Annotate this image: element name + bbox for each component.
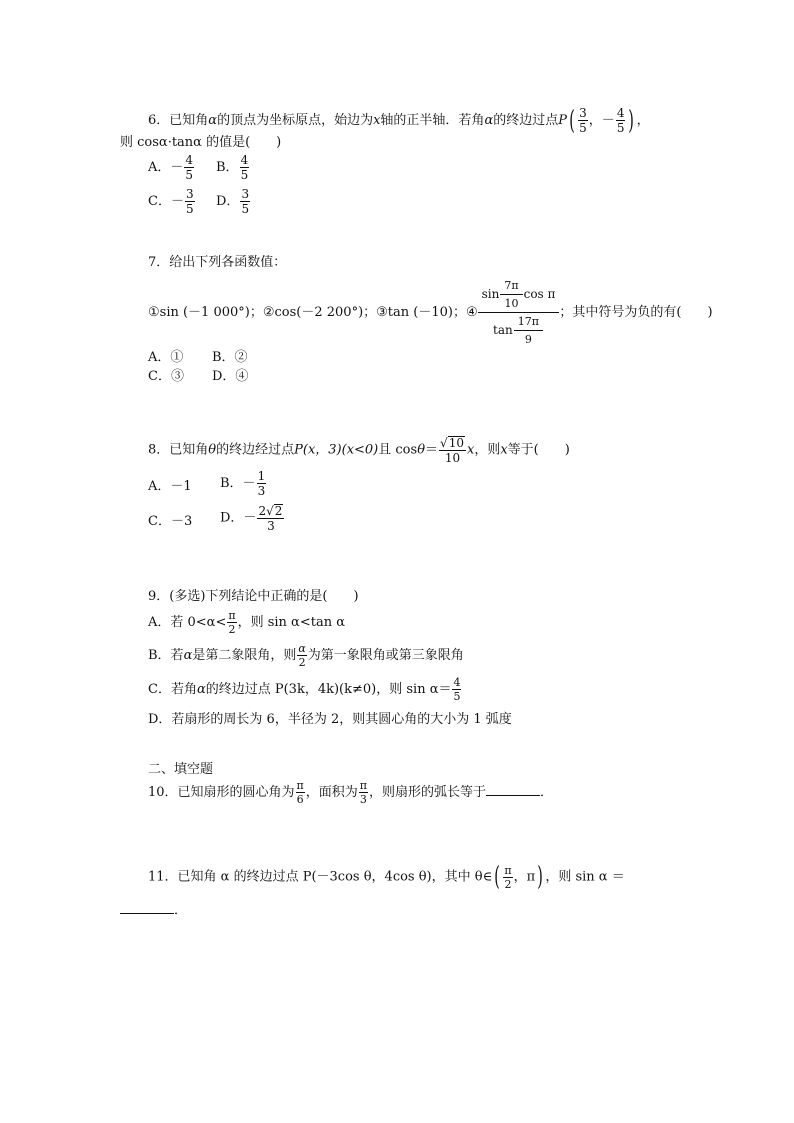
- q6-option-d-den: 5: [241, 202, 250, 216]
- q6-option-b-den: 5: [240, 168, 249, 182]
- q6-point-x: [578, 107, 588, 134]
- q10-stem: [148, 780, 553, 805]
- q8-theta: θ: [208, 442, 217, 458]
- q10-mid: ，面积为: [305, 785, 358, 800]
- q9-a-frac: [227, 610, 236, 635]
- q9-a-post: ，则 sin α<tan α: [237, 615, 345, 630]
- q8-frac-den: 10: [444, 451, 461, 465]
- q9-b-frac: [297, 643, 306, 668]
- q10-den-2: 3: [359, 793, 367, 806]
- q11-post: ，则 sin α ＝: [545, 869, 625, 885]
- q8-option-b-den: 3: [257, 484, 266, 498]
- q6-option-b-num: 4: [240, 153, 249, 167]
- q6-stem: [148, 107, 650, 134]
- section-title: 二、填空题: [148, 762, 214, 777]
- q9-option-d: D．若扇形的周长为 6，半径为 2，则其圆心角的大小为 1 弧度: [148, 712, 512, 727]
- q8-stem: [148, 436, 570, 464]
- q7-items-text: ①sin (－1 000°)；②cos(－2 200°)；③tan (－10)；④: [148, 305, 478, 320]
- q9-c-mid: 的终边过点 P(3k，4k)(k≠0)，则 sin α＝: [205, 682, 452, 697]
- q9-option-b: [148, 643, 464, 668]
- q8-option-d-den: 3: [267, 519, 275, 533]
- q8-option-c: C．－3: [148, 514, 193, 529]
- q7-den-frac-den: 9: [524, 333, 532, 346]
- q7-tail: ；其中符号为负的有( ): [559, 305, 713, 320]
- q6-point-y-sign: －: [601, 113, 615, 128]
- q9-c-pre: C．若角: [148, 682, 197, 697]
- q9-c-frac: [452, 677, 461, 702]
- q8-option-d: [220, 504, 285, 532]
- q6-option-d: [216, 188, 251, 215]
- q7-title: 7．给出下列各函数值：: [148, 255, 287, 270]
- q6-point-label: P: [558, 113, 567, 128]
- q6-option-c: [148, 188, 196, 215]
- q6-x: x: [373, 113, 381, 128]
- q6-option-a-frac: [184, 154, 194, 181]
- q8-option-d-num-pre: 2: [258, 504, 267, 518]
- q7-items: [148, 280, 713, 345]
- q9-b-den: 2: [298, 656, 306, 669]
- q7-option-d: D．④: [212, 369, 249, 384]
- q7-num-cos: cos π: [523, 287, 556, 301]
- q6-tail: ，: [636, 113, 650, 128]
- q10-frac-1: [296, 780, 305, 805]
- q9-c-num: 4: [453, 676, 461, 689]
- q8-option-b-label: B．－: [220, 476, 256, 491]
- q8-stem-e: 等于( ): [507, 442, 570, 458]
- q8-option-a: A．－1: [148, 479, 192, 494]
- q8-option-d-label: D．－: [220, 510, 257, 526]
- q9-b-mid: 是第二象限角，则: [192, 648, 297, 663]
- q11-pre: 11．已知角 α 的终边过点 P(－3cos θ，4cos θ)，其中 θ∈: [148, 869, 493, 885]
- q11-right-paren: ): [537, 862, 544, 892]
- q7-den-frac: [514, 316, 543, 345]
- q8-option-b: [220, 470, 267, 497]
- q8-option-d-num-radicand: 2: [274, 504, 283, 518]
- q9-option-a: [148, 610, 345, 635]
- q8-option-d-frac: [257, 504, 284, 532]
- q6-option-c-num: 3: [185, 187, 194, 201]
- q6-point-x-den: 5: [579, 121, 587, 135]
- q6-option-d-frac: [240, 188, 250, 215]
- q6-stem-d: 的终边过点: [493, 113, 559, 128]
- q7-den-tan: tan: [493, 323, 513, 337]
- q10-pre: 10．已知扇形的圆心角为: [148, 785, 295, 800]
- q7-den-frac-num: 17π: [514, 316, 543, 331]
- q10-num-2: π: [359, 779, 368, 792]
- q8-point: P(x，3)(x<0): [294, 442, 379, 458]
- q10-post: ，则扇形的弧长等于: [369, 785, 487, 800]
- q11-left-paren: (: [494, 862, 501, 892]
- q8-stem-d: ，则: [474, 442, 501, 458]
- q7-num-frac-num: 7π: [500, 280, 522, 295]
- q6-stem-c: 轴的正半轴．若角: [380, 113, 485, 128]
- q10-end: ．: [540, 785, 554, 800]
- q6-option-c-frac: [185, 188, 195, 215]
- q8-option-d-num: 2√2: [258, 504, 283, 518]
- q8-frac: [439, 436, 466, 464]
- q6-point-y-den: 5: [616, 121, 625, 135]
- q6-option-a-label: A．－: [148, 160, 184, 175]
- q6-option-c-label: C．－: [148, 194, 184, 209]
- q6-line2: 则 cosα·tanα 的值是( ): [120, 135, 282, 150]
- q11-stem: [148, 864, 625, 890]
- q6-option-c-den: 5: [185, 202, 194, 216]
- q8-theta-2: θ: [417, 442, 426, 458]
- q9-b-pre: B．若: [148, 648, 184, 663]
- q9-c-den: 5: [453, 690, 461, 703]
- q10-frac-2: [359, 780, 368, 805]
- q8-stem-b: 的终边经过点: [216, 442, 295, 458]
- q11-line2: [120, 902, 187, 917]
- q7-item4-frac: [478, 280, 560, 345]
- q6-option-a: [148, 154, 195, 181]
- q6-option-b-label: B．: [216, 160, 239, 175]
- q8-eq: ＝: [425, 442, 439, 458]
- q7-num-sin: sin: [481, 287, 500, 301]
- q11-frac-den: 2: [504, 877, 512, 891]
- q8-x-2: x: [500, 442, 508, 458]
- q8-x: x: [466, 442, 475, 458]
- q7-option-c: C．③: [148, 369, 184, 384]
- q9-a-num: π: [228, 609, 236, 622]
- q10-answer-blank[interactable]: [486, 784, 540, 796]
- q8-option-b-num: 1: [257, 469, 266, 483]
- q7-item4-denominator: [478, 313, 560, 345]
- q11-frac-num: π: [504, 863, 512, 877]
- q6-option-a-den: 5: [185, 168, 194, 182]
- q7-num-frac-den: 10: [504, 297, 519, 310]
- q6-right-paren: ): [628, 105, 635, 136]
- q8-option-b-frac: [257, 470, 267, 497]
- q6-alpha: α: [208, 113, 218, 128]
- q11-interval-tail: ，π: [513, 869, 536, 885]
- q6-stem-b: 的顶点为坐标原点，始边为: [217, 113, 374, 128]
- q8-frac-num-radicand: 10: [448, 436, 464, 450]
- q9-b-post: 为第一象限角或第三象限角: [307, 648, 464, 663]
- q6-option-d-label: D．: [216, 194, 240, 209]
- q8-frac-num: √10: [440, 436, 464, 450]
- q8-stem-a: 8．已知角: [148, 442, 209, 458]
- q6-option-b-frac: [240, 154, 250, 181]
- q7-item4-numerator: [478, 280, 560, 313]
- q6-point-y: [616, 107, 626, 134]
- q6-stem-a: 6．已知角: [148, 113, 209, 128]
- q9-b-alpha: α: [183, 648, 193, 663]
- q6-option-d-num: 3: [241, 187, 250, 201]
- q6-left-paren: (: [569, 105, 575, 136]
- q7-num-frac: [500, 280, 522, 309]
- q9-title: 9．(多选)下列结论中正确的是( ): [148, 589, 359, 604]
- q8-stem-c: 且 cos: [378, 442, 418, 458]
- q9-a-den: 2: [228, 623, 236, 636]
- q9-option-c: [148, 677, 462, 702]
- q11-end: ．: [174, 903, 188, 918]
- q6-option-b: [216, 154, 250, 181]
- q6-option-a-num: 4: [185, 153, 194, 167]
- q11-answer-blank[interactable]: [120, 902, 174, 914]
- q10-den-1: 6: [296, 793, 304, 806]
- q7-option-b: B．②: [212, 350, 248, 365]
- q11-frac: [503, 865, 512, 890]
- q9-b-num: α: [298, 642, 306, 655]
- q6-point-x-num: 3: [579, 106, 587, 120]
- q10-num-1: π: [296, 779, 304, 792]
- q6-point-sep: ，: [588, 113, 602, 128]
- q9-a-pre: A．若 0<α<: [148, 615, 227, 630]
- q9-c-alpha: α: [196, 682, 206, 697]
- q6-alpha-2: α: [484, 113, 494, 128]
- q7-option-a: A．①: [148, 350, 184, 365]
- q6-point-y-num: 4: [616, 106, 625, 120]
